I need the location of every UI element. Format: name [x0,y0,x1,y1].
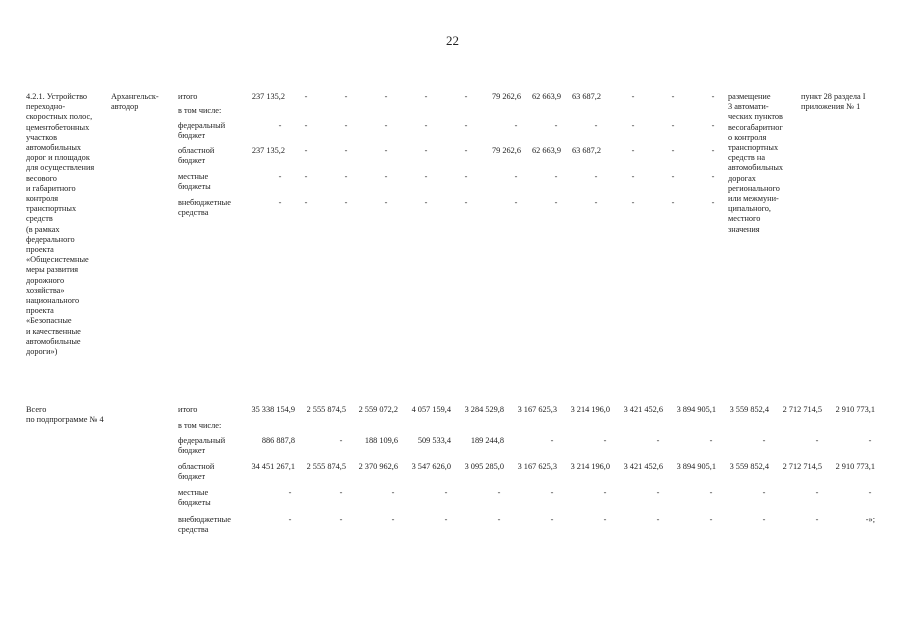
block2-value-cell: - [444,515,448,524]
block2-value-cell: 2 559 072,2 [358,405,398,414]
block2-value-cell: - [550,436,554,445]
block1-value-cell: - [514,172,518,181]
block2-row-label: итого [178,405,198,414]
block2-value-cell: - [603,436,607,445]
block2-value-cell: 35 338 154,9 [251,405,295,414]
block2-row-label: местные бюджеты [178,488,211,508]
block1-row-label: в том числе: [178,106,222,115]
block2-value-cell: 3 559 852,4 [729,462,769,471]
block1-value-cell: 237 135,2 [251,146,285,155]
block2-value-cell: - [762,515,766,524]
block2-value-cell: - [815,436,819,445]
block1-value-cell: - [464,146,468,155]
block2-value-cell: - [550,488,554,497]
block2-item: Всего по подпрограмме № 4 [26,405,104,425]
block1-value-cell: - [424,172,428,181]
block1-value-cell: - [344,172,348,181]
block1-value-cell: - [464,172,468,181]
block2-value-cell: - [603,488,607,497]
block2-row-label: внебюджетные средства [178,515,231,535]
block1-value-cell: - [344,121,348,130]
block2-value-cell: 3 894 905,1 [676,462,716,471]
block1-value-cell: - [344,198,348,207]
block1-value-cell: - [304,172,308,181]
block2-value-cell: - [391,488,395,497]
block2-value-cell: 2 555 874,5 [306,405,346,414]
block2-value-cell: - [656,436,660,445]
block1-value-cell: - [384,172,388,181]
block1-value-cell: - [671,146,675,155]
block1-value-cell: - [278,121,282,130]
block1-value-cell: 79 262,6 [491,146,521,155]
block1-value-cell: 237 135,2 [251,92,285,101]
block2-value-cell: 2 910 773,1 [835,405,875,414]
block1-reference: пункт 28 раздела I приложения № 1 [801,92,866,112]
block2-value-cell: 3 559 852,4 [729,405,769,414]
block1-value-cell: - [671,172,675,181]
block2-value-cell: - [288,488,292,497]
block2-value-cell: -»; [865,515,875,524]
block2-value-cell: - [339,436,343,445]
block2-row-label: областной бюджет [178,462,215,482]
block1-row-label: внебюджетные средства [178,198,231,218]
block2-value-cell: 2 910 773,1 [835,462,875,471]
block1-value-cell: - [631,92,635,101]
block2-value-cell: 3 095 285,0 [464,462,504,471]
block1-indicator: размещение 3 автомати- ческих пунктов весогабаритног о контроля транспортных средств на автомобильных дорогах регионального или межмуни- ципального, местного значения [728,92,784,234]
block1-value-cell: 62 663,9 [531,146,561,155]
block2-value-cell: 3 894 905,1 [676,405,716,414]
block1-row-label: итого [178,92,198,101]
block2-value-cell: 3 421 452,6 [623,405,663,414]
block2-value-cell: 509 533,4 [417,436,451,445]
block2-value-cell: - [444,488,448,497]
block1-value-cell: - [424,92,428,101]
block2-value-cell: - [339,488,343,497]
block2-value-cell: 3 421 452,6 [623,462,663,471]
block1-value-cell: - [594,172,598,181]
block1-value-cell: - [278,198,282,207]
block2-value-cell: 3 167 625,3 [517,405,557,414]
block2-value-cell: 188 109,6 [364,436,398,445]
block2-value-cell: - [656,515,660,524]
block2-value-cell: - [868,488,872,497]
block1-value-cell: - [304,121,308,130]
block2-value-cell: 3 284 529,8 [464,405,504,414]
page-number: 22 [446,33,459,48]
block1-value-cell: 62 663,9 [531,92,561,101]
block1-value-cell: - [631,172,635,181]
block1-value-cell: - [304,198,308,207]
block1-value-cell: - [594,121,598,130]
block2-value-cell: - [762,436,766,445]
block1-value-cell: - [711,121,715,130]
block2-row-label: федеральный бюджет [178,436,226,456]
block1-value-cell: - [304,146,308,155]
block2-value-cell: - [709,515,713,524]
block1-value-cell: - [554,198,558,207]
block1-value-cell: - [671,121,675,130]
block2-value-cell: - [497,488,501,497]
block1-row-label: областной бюджет [178,146,215,166]
block1-value-cell: 79 262,6 [491,92,521,101]
block1-item: 4.2.1. Устройство переходно- скоростных полос, цементобетонных участков автомобильных дорог и площадок для осуществления весового и габаритного контроля транспортных средств (в рамках федерального проекта «Общесистемные меры развития дорожного хозяйства» национального проекта «Безопасные и качественные автомобильные дороги») [26,92,95,357]
block2-value-cell: 2 712 714,5 [782,462,822,471]
block2-value-cell: 34 451 267,1 [251,462,295,471]
block1-value-cell: - [554,121,558,130]
block1-value-cell: - [424,121,428,130]
block2-value-cell: - [603,515,607,524]
block2-value-cell: - [868,436,872,445]
block2-value-cell: - [497,515,501,524]
block2-value-cell: - [550,515,554,524]
block1-value-cell: - [464,121,468,130]
block1-value-cell: - [384,146,388,155]
block1-value-cell: - [631,121,635,130]
block2-value-cell: - [762,488,766,497]
block2-value-cell: 886 887,8 [261,436,295,445]
block1-executor: Архангельск- автодор [111,92,159,112]
block1-value-cell: - [384,92,388,101]
block2-value-cell: 2 555 874,5 [306,462,346,471]
block1-value-cell: - [384,198,388,207]
block1-value-cell: - [631,146,635,155]
block2-value-cell: 3 547 626,0 [411,462,451,471]
block2-value-cell: 3 214 196,0 [570,405,610,414]
block1-value-cell: - [711,198,715,207]
block1-value-cell: - [711,92,715,101]
block1-value-cell: - [514,198,518,207]
block2-value-cell: 2 712 714,5 [782,405,822,414]
block1-value-cell: - [671,92,675,101]
block1-value-cell: - [304,92,308,101]
block2-value-cell: - [288,515,292,524]
block2-value-cell: - [339,515,343,524]
block2-value-cell: - [815,515,819,524]
block2-value-cell: 2 370 962,6 [358,462,398,471]
block1-value-cell: - [384,121,388,130]
block2-value-cell: 189 244,8 [470,436,504,445]
block2-value-cell: - [815,488,819,497]
block2-value-cell: - [391,515,395,524]
block1-value-cell: 63 687,2 [571,92,601,101]
block2-value-cell: - [709,436,713,445]
block1-value-cell: - [594,198,598,207]
block2-value-cell: 4 057 159,4 [411,405,451,414]
block1-value-cell: 63 687,2 [571,146,601,155]
block1-value-cell: - [631,198,635,207]
block1-value-cell: - [424,198,428,207]
block1-row-label: местные бюджеты [178,172,211,192]
block1-value-cell: - [711,172,715,181]
block1-value-cell: - [424,146,428,155]
block2-row-label: в том числе: [178,421,222,430]
block1-value-cell: - [344,146,348,155]
block1-value-cell: - [344,92,348,101]
block1-value-cell: - [554,172,558,181]
block1-value-cell: - [464,92,468,101]
block2-value-cell: 3 214 196,0 [570,462,610,471]
block2-value-cell: - [709,488,713,497]
block1-value-cell: - [464,198,468,207]
block1-value-cell: - [514,121,518,130]
block1-value-cell: - [711,146,715,155]
block1-value-cell: - [671,198,675,207]
block2-value-cell: 3 167 625,3 [517,462,557,471]
block1-row-label: федеральный бюджет [178,121,226,141]
block2-value-cell: - [656,488,660,497]
block1-value-cell: - [278,172,282,181]
